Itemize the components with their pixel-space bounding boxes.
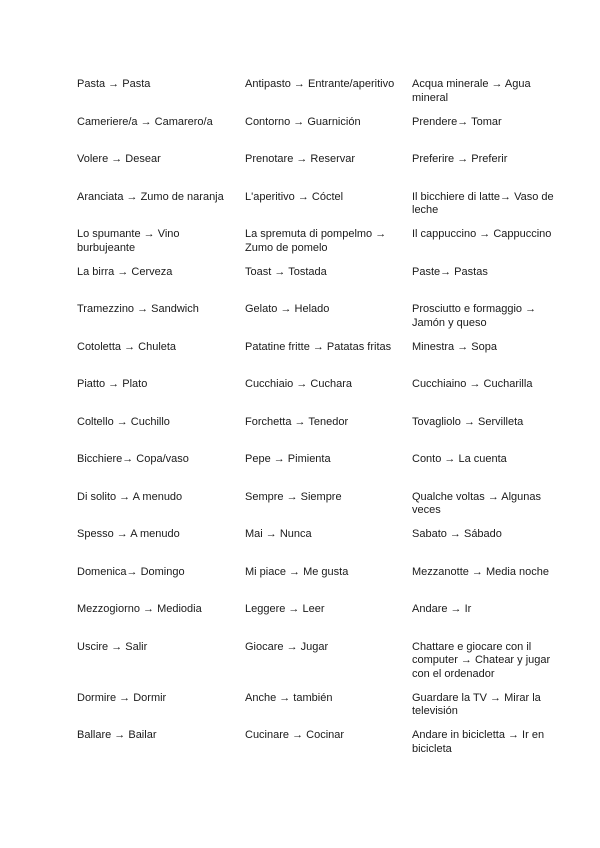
table-cell: Il cappuccino → Cappuccino [412, 228, 552, 240]
table-cell: Aranciata → Zumo de naranja [77, 190, 224, 203]
table-cell: Minestra → Sopa [412, 340, 497, 353]
table-cell: Volere → Desear [77, 153, 161, 165]
table-cell: Acqua minerale → Agua mineral [412, 78, 531, 104]
table-cell: Uscire → Salir [77, 640, 148, 653]
table-cell: Qualche voltas → Algunas veces [412, 490, 542, 516]
table-cell: Patatine fritte → Patatas fritas [245, 340, 392, 353]
table-row [72, 487, 572, 525]
table-row [72, 374, 572, 412]
table-cell: Spesso → A menudo [77, 528, 180, 540]
table-row [72, 449, 572, 487]
table-row [72, 262, 572, 300]
table-cell: Forchetta → Tenedor [245, 415, 349, 428]
table-cell: Sabato → Sábado [412, 528, 502, 540]
table-row [72, 337, 572, 375]
table-row [72, 562, 572, 600]
table-cell: Mi piace → Me gusta [245, 565, 349, 578]
table-cell: Pasta → Pasta [77, 78, 151, 90]
table-cell: Piatto → Plato [77, 378, 148, 390]
table-cell: Di solito → A menudo [77, 490, 183, 503]
table-cell: Tovagliolo → Servilleta [412, 415, 524, 428]
table-row [72, 637, 572, 688]
table-cell: Guardare la TV → Mirar la televisión [412, 691, 541, 717]
table-cell: La birra → Cerveza [77, 265, 173, 278]
table-cell: Prosciutto e formaggio → Jamón y queso [412, 303, 537, 329]
table-cell: Cucchiaino → Cucharilla [412, 378, 533, 390]
table-row [72, 412, 572, 450]
table-cell: Mai → Nunca [245, 528, 312, 540]
table-cell: L'aperitivo → Cóctel [245, 190, 344, 203]
table-cell: Dormire → Dormir [77, 691, 167, 704]
table-cell: Tramezzino → Sandwich [77, 303, 199, 315]
table-row [72, 224, 572, 262]
table-row [72, 74, 572, 112]
table-cell: Sempre → Siempre [245, 490, 342, 503]
table-cell: Giocare → Jugar [245, 640, 329, 653]
table-cell: Cucinare → Cocinar [245, 729, 345, 741]
table-cell: Lo spumante → Vino burbujeante [77, 228, 180, 254]
table-cell: Il bicchiere di latte→ Vaso de leche [412, 190, 554, 216]
table-row [72, 112, 572, 150]
table-cell: Toast → Tostada [245, 265, 327, 278]
table-cell: Ballare → Bailar [77, 729, 157, 741]
table-cell: Preferire → Preferir [412, 153, 508, 165]
table-cell: Coltello → Cuchillo [77, 415, 170, 428]
table-cell: Leggere → Leer [245, 603, 325, 615]
table-row [72, 299, 572, 337]
table-cell: Mezzogiorno → Mediodia [77, 603, 202, 615]
table-cell: Bicchiere→ Copa/vaso [77, 453, 189, 465]
table-row [72, 149, 572, 187]
table-row [72, 524, 572, 562]
table-cell: Prenotare → Reservar [245, 153, 356, 165]
table-cell: Cotoletta → Chuleta [77, 340, 177, 353]
table-cell: Paste→ Pastas [412, 265, 488, 278]
table-cell: Mezzanotte → Media noche [412, 565, 549, 578]
table-cell: Anche → también [245, 691, 333, 704]
table-row [72, 688, 572, 726]
table-cell: Prendere→ Tomar [412, 115, 502, 128]
table-cell: Cameriere/a → Camarero/a [77, 115, 213, 128]
vocabulary-table [72, 74, 572, 763]
table-cell: Andare in bicicletta → Ir en bicicleta [412, 729, 545, 755]
table-row [72, 599, 572, 637]
table-cell: Chattare e giocare con il computer → Chatear y jugar con el ordenador [412, 640, 551, 680]
table-cell: La spremuta di pompelmo → Zumo de pomelo [245, 228, 387, 254]
table-row [72, 187, 572, 225]
table-cell: Cucchiaio → Cuchara [245, 378, 352, 390]
table-cell: Antipasto → Entrante/aperitivo [245, 78, 395, 90]
table-cell: Gelato → Helado [245, 303, 330, 315]
table-cell: Contorno → Guarnición [245, 115, 361, 128]
table-cell: Domenica→ Domingo [77, 565, 185, 578]
table-cell: Pepe → Pimienta [245, 453, 331, 465]
table-cell: Conto → La cuenta [412, 453, 507, 465]
table-row [72, 725, 572, 763]
table-cell: Andare → Ir [412, 603, 472, 615]
